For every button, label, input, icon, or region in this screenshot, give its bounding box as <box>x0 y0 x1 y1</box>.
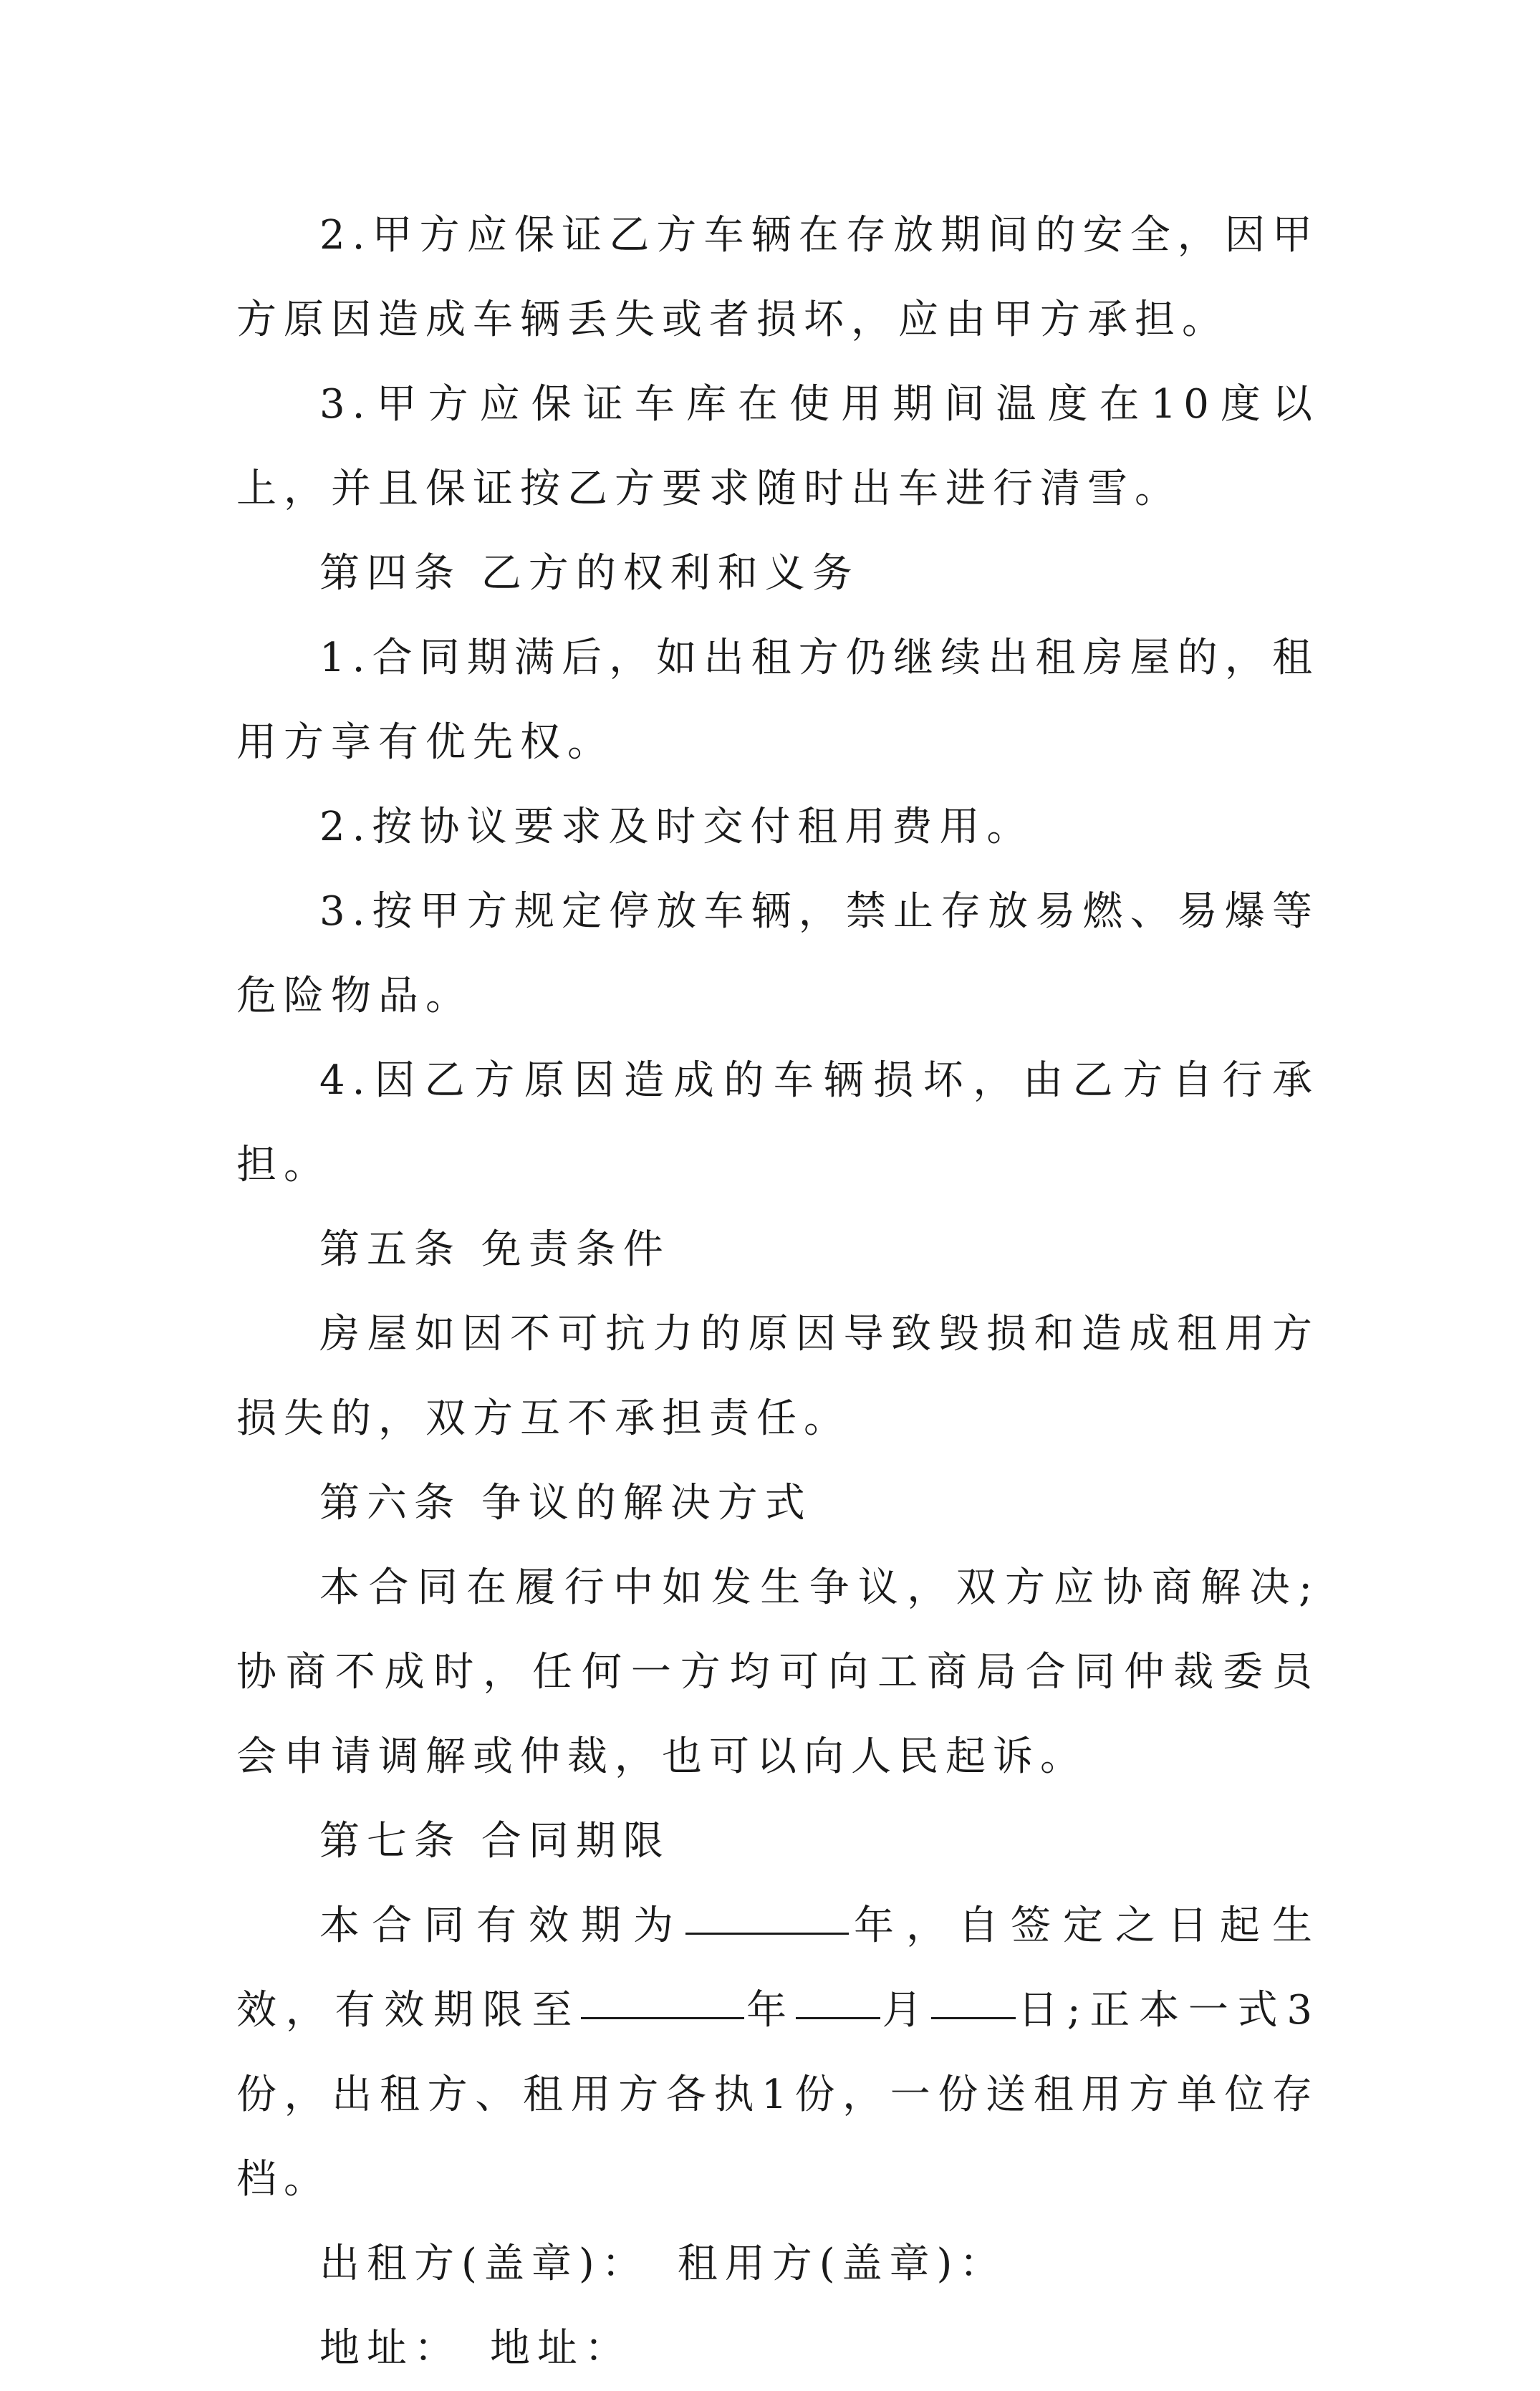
term-years-blank <box>685 1892 849 1935</box>
clause-3-item-3: 3.甲方应保证车库在使用期间温度在10度以上，并且保证按乙方要求随时出车进行清雪。 <box>236 381 1319 512</box>
clause-4-item-4: 4.因乙方原因造成的车辆损坏，由乙方自行承担。 <box>236 1057 1319 1188</box>
end-month-blank <box>796 1977 880 2019</box>
term-text-e: 日;正本一式3份，出租方、租用方各执1份，一份送租用方单位存档。 <box>236 1987 1319 2203</box>
lessee-seal-label: 租用方(盖章)： <box>677 2241 1007 2287</box>
document-body <box>236 193 1319 2391</box>
clause-3-item-2: 2.甲方应保证乙方车辆在存放期间的安全，因甲方原因造成车辆丢失或者损坏，应由甲方承担。 <box>236 212 1319 343</box>
article-5-heading: 第五条 免责条件 <box>319 1226 670 1273</box>
term-text-a: 本合同有效期为 <box>319 1902 685 1949</box>
clause-4-item-3: 3.按甲方规定停放车辆，禁止存放易燃、易爆等危险物品。 <box>236 888 1319 1019</box>
signature-line <box>236 2222 1319 2306</box>
article-6-body: 本合同在履行中如发生争议，双方应协商解决;协商不成时，任何一方均可向工商局合同仲裁委员会申请调解或仲裁，也可以向人民起诉。 <box>236 1564 1319 1780</box>
article-7-heading: 第七条 合同期限 <box>319 1818 670 1865</box>
lessor-seal-label: 出租方(盖章)： <box>319 2241 649 2287</box>
term-text-b: 年，自签定之日起生效，有效期限至 <box>236 1902 1319 2034</box>
end-year-blank <box>581 1977 744 2019</box>
term-text-d: 月 <box>880 1987 932 2034</box>
term-text-c: 年 <box>744 1987 796 2034</box>
article-4-heading: 第四条 乙方的权利和义务 <box>319 550 860 597</box>
lessor-address-label: 地址： <box>319 2325 461 2372</box>
address-line <box>236 2306 1319 2391</box>
article-7-body <box>236 1884 1319 2222</box>
clause-4-item-2: 2.按协议要求及时交付租用费用。 <box>319 804 1034 850</box>
end-day-blank <box>931 1977 1016 2019</box>
article-6-heading: 第六条 争议的解决方式 <box>319 1480 812 1526</box>
article-5-body: 房屋如因不可抗力的原因导致毁损和造成租用方损失的，双方互不承担责任。 <box>236 1311 1319 1442</box>
clause-4-item-1: 1.合同期满后，如出租方仍继续出租房屋的，租用方享有优先权。 <box>236 635 1319 766</box>
lessee-address-label: 地址： <box>490 2325 632 2372</box>
